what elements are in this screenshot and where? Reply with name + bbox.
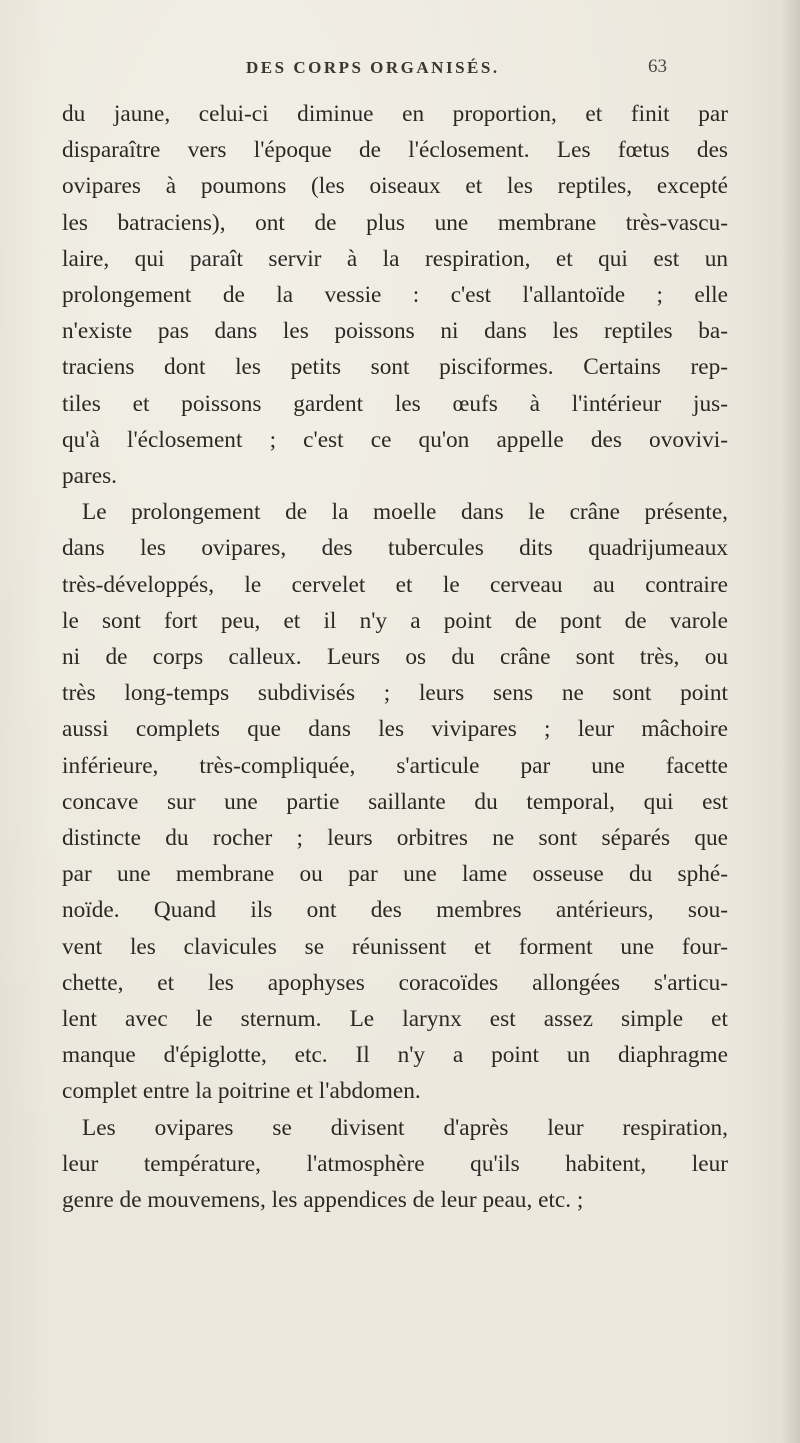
body-text xyxy=(62,96,728,1218)
text-line: très-développés, le cervelet et le cerveau au contraire xyxy=(62,571,728,598)
text-line: les batraciens), ont de plus une membrane très-vascu- xyxy=(62,209,728,236)
text-line: pares. xyxy=(62,463,117,490)
text-line: par une membrane ou par une lame osseuse du sphé- xyxy=(62,861,728,888)
page-edge-shadow xyxy=(782,0,800,1443)
text-line: chette, et les apophyses coracoïdes allongées s'articu- xyxy=(62,969,728,996)
text-line: disparaître vers l'époque de l'éclosement. Les fœtus des xyxy=(62,137,728,164)
text-line: lent avec le sternum. Le larynx est assez simple et xyxy=(62,1006,728,1033)
text-line: le sont fort peu, et il n'y a point de pont de varole xyxy=(62,607,728,634)
text-line: ni de corps calleux. Leurs os du crâne sont très, ou xyxy=(62,644,728,671)
text-line: très long-temps subdivisés ; leurs sens ne sont point xyxy=(62,680,728,707)
text-line: aussi complets que dans les vivipares ; leur mâchoire xyxy=(62,716,728,743)
running-head: DES CORPS ORGANISÉS. xyxy=(246,58,500,77)
page-number: 63 xyxy=(648,56,667,77)
text-line: vent les clavicules se réunissent et forment une four- xyxy=(62,933,728,960)
text-line: noïde. Quand ils ont des membres antérieurs, sou- xyxy=(62,897,728,924)
text-line: laire, qui paraît servir à la respiration, et qui est un xyxy=(62,245,728,272)
text-line: distincte du rocher ; leurs orbitres ne sont séparés que xyxy=(62,825,728,852)
text-line: manque d'épiglotte, etc. Il n'y a point un diaphragme xyxy=(62,1042,728,1069)
text-line: Les ovipares se divisent d'après leur respiration, xyxy=(82,1114,728,1141)
text-line: complet entre la poitrine et l'abdomen. xyxy=(62,1078,421,1105)
text-line: traciens dont les petits sont pisciformes. Certains rep- xyxy=(62,354,728,381)
text-line: prolongement de la vessie : c'est l'allantoïde ; elle xyxy=(62,282,728,309)
text-line: leur température, l'atmosphère qu'ils habitent, leur xyxy=(62,1150,728,1177)
text-line: du jaune, celui-ci diminue en proportion, et finit par xyxy=(62,101,728,127)
text-line: ovipares à poumons (les oiseaux et les reptiles, excepté xyxy=(62,173,728,200)
page-header xyxy=(0,58,800,88)
text-line: dans les ovipares, des tubercules dits quadrijumeaux xyxy=(62,535,728,562)
text-line: inférieure, très-compliquée, s'articule par une facette xyxy=(62,752,728,779)
text-line: tiles et poissons gardent les œufs à l'intérieur jus- xyxy=(62,390,728,417)
text-line: n'existe pas dans les poissons ni dans les reptiles ba- xyxy=(62,318,728,345)
text-line: Le prolongement de la moelle dans le crâne présente, xyxy=(82,499,728,526)
text-line: genre de mouvemens, les appendices de leur peau, etc. ; xyxy=(62,1187,584,1214)
text-line: concave sur une partie saillante du temporal, qui est xyxy=(62,788,728,815)
text-line: qu'à l'éclosement ; c'est ce qu'on appelle des ovovivi- xyxy=(62,426,728,453)
